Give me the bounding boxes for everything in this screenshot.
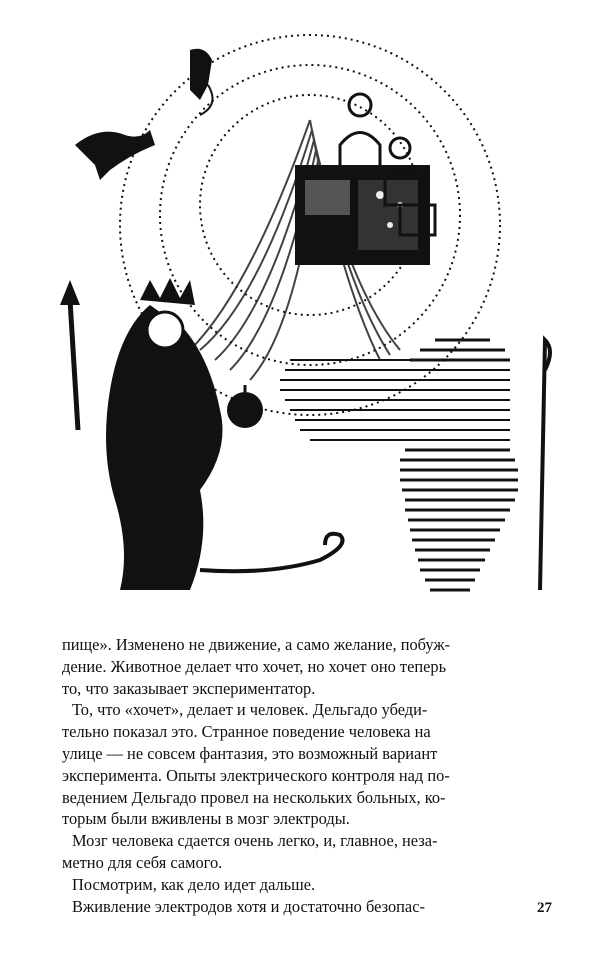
paragraph-3 [62, 830, 562, 874]
paragraph-2 [62, 699, 562, 830]
text-line: ведением Дельгадо провел на нескольких больных, ко- [62, 787, 446, 807]
text-line: То, что «хочет», делает и человек. Дельгадо убеди- [72, 700, 428, 720]
text-line: улице — не совсем фантазия, это возможный вариант [62, 743, 438, 763]
text-line: торым были вживлены в мозг электроды. [62, 809, 350, 829]
text-line: тельно показал это. Странное поведение человека на [62, 722, 431, 742]
illustration [40, 30, 570, 610]
body-text [62, 634, 562, 917]
paragraph-4 [62, 874, 562, 896]
text-line: эксперимента. Опыты электрического контроля над по- [62, 765, 450, 785]
text-line: Мозг человека сдается очень легко, и, главное, неза- [72, 831, 438, 851]
text-line: Посмотрим, как дело идет дальше. [72, 874, 316, 894]
paragraph-5 [62, 896, 562, 918]
text-line: метно для себя самого. [62, 852, 223, 872]
text-line: Вживление электродов хотя и достаточно безопас- [72, 896, 425, 916]
text-line: дение. Животное делает что хочет, но хочет оно теперь [62, 656, 447, 676]
paragraph-1 [62, 634, 562, 699]
page-number: 27 [537, 900, 552, 916]
monkeys-radio-control-illustration [40, 30, 570, 610]
text-line: то, что заказывает экспериментатор. [62, 678, 316, 698]
text-line: пище». Изменено не движение, а само желание, побуж- [62, 635, 451, 654]
